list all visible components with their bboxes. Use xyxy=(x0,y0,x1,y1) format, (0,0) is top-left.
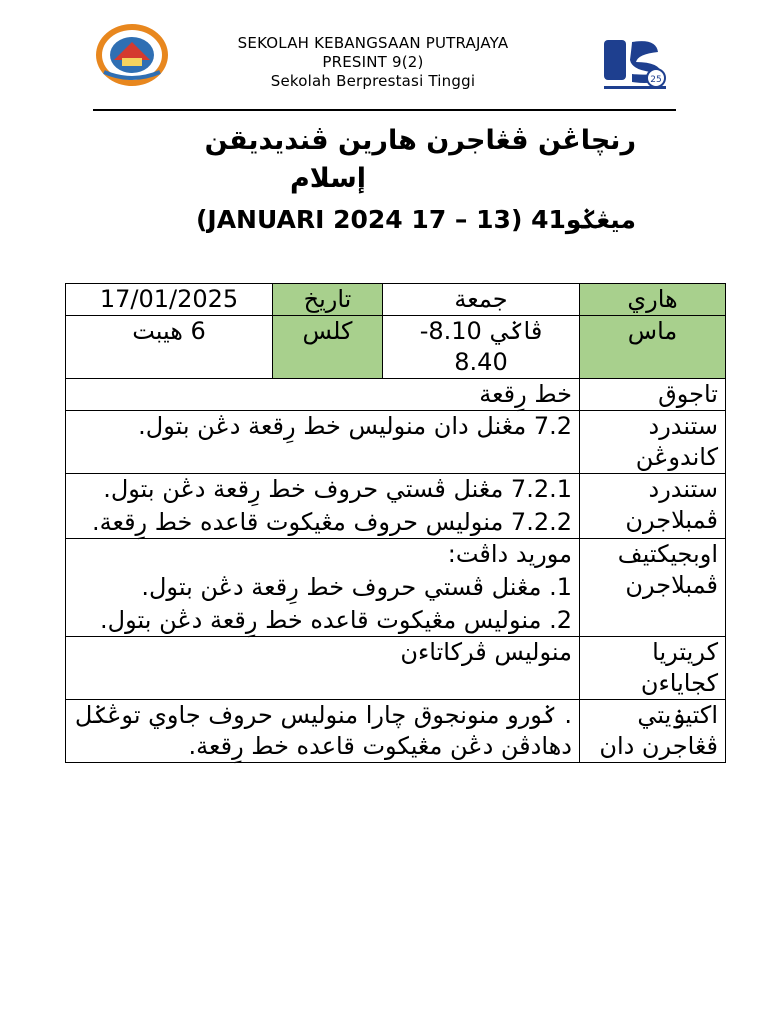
standard-pembelajaran-label: ستندرد ڤمبلاجرن xyxy=(580,474,726,539)
aktiviti-value: . ݢورو منونجوق چارا منوليس حروف جاوي توڠݢل دهادڤن دڠن مڠيكوت قاعده خط رِقعة. xyxy=(66,700,580,763)
document-title xyxy=(80,122,636,198)
document-header xyxy=(0,0,768,112)
title-line-2: إسلام xyxy=(289,163,367,194)
tajuk-label: تاجوق xyxy=(580,379,726,411)
standard-kandungan-label: ستندرد كاندوڠن xyxy=(580,411,726,474)
header-divider xyxy=(93,109,676,111)
table-row xyxy=(66,316,726,379)
standard-pembelajaran-value xyxy=(66,474,580,539)
table-row xyxy=(66,474,726,539)
tarikh-label: تاريخ xyxy=(273,284,383,316)
school-tagline: Sekolah Berprestasi Tinggi xyxy=(270,72,476,90)
anniversary-logo-number: 25 xyxy=(650,75,662,85)
school-info xyxy=(180,34,566,91)
title-line-1: رنچاڠن ڤڠاجرن هارين ڤنديديقن xyxy=(204,125,636,156)
table-row xyxy=(66,637,726,700)
kriteria-label: كريتريا كجاياءن xyxy=(580,637,726,700)
kriteria-value: منوليس ڤركاتاءن xyxy=(66,637,580,700)
school-name: SEKOLAH KEBANGSAAN PUTRAJAYA xyxy=(237,34,509,52)
objektif-intro: موريد داڤت: xyxy=(447,540,572,568)
kelas-label: كلس xyxy=(273,316,383,379)
anniversary-logo xyxy=(598,32,672,96)
table-row xyxy=(66,700,726,763)
tajuk-value: خط رِقعة xyxy=(66,379,580,411)
aktiviti-label: اكتيۏيتي ڤڠاجرن دان xyxy=(580,700,726,763)
standard-kandungan-value: 7.2 مڠنل دان منوليس خط رِقعة دڠن بتول. xyxy=(66,411,580,474)
school-crest-logo xyxy=(94,22,170,88)
masa-value: ڤاݢي 8.10- 8.40 xyxy=(383,316,580,379)
week-line: ميڠݢو41 (13 – 17 JANUARI 2024) xyxy=(195,205,636,234)
table-row xyxy=(66,379,726,411)
lesson-plan-table xyxy=(65,283,726,763)
table-row xyxy=(66,411,726,474)
standard-pembelajaran-item: 7.2.2 منوليس حروف مڠيكوت قاعده خط رِقعة. xyxy=(92,508,572,536)
objektif-item: 2. منوليس مڠيكوت قاعده خط رِقعة دڠن بتول. xyxy=(100,606,572,634)
hari-value: جمعة xyxy=(383,284,580,316)
table-row xyxy=(66,539,726,637)
tarikh-value: 17/01/2025 xyxy=(66,284,273,316)
objektif-label: اوبجيكتيف ڤمبلاجرن xyxy=(580,539,726,637)
table-row xyxy=(66,284,726,316)
kelas-value: 6 هيبت xyxy=(66,316,273,379)
objektif-value xyxy=(66,539,580,637)
masa-label: ماس xyxy=(580,316,726,379)
school-precinct: PRESINT 9(2) xyxy=(322,53,424,71)
objektif-item: 1. مڠنل ڤستي حروف خط رِقعة دڠن بتول. xyxy=(141,573,572,601)
hari-label: هاري xyxy=(580,284,726,316)
standard-pembelajaran-item: 7.2.1 مڠنل ڤستي حروف خط رِقعة دڠن بتول. xyxy=(103,475,572,503)
